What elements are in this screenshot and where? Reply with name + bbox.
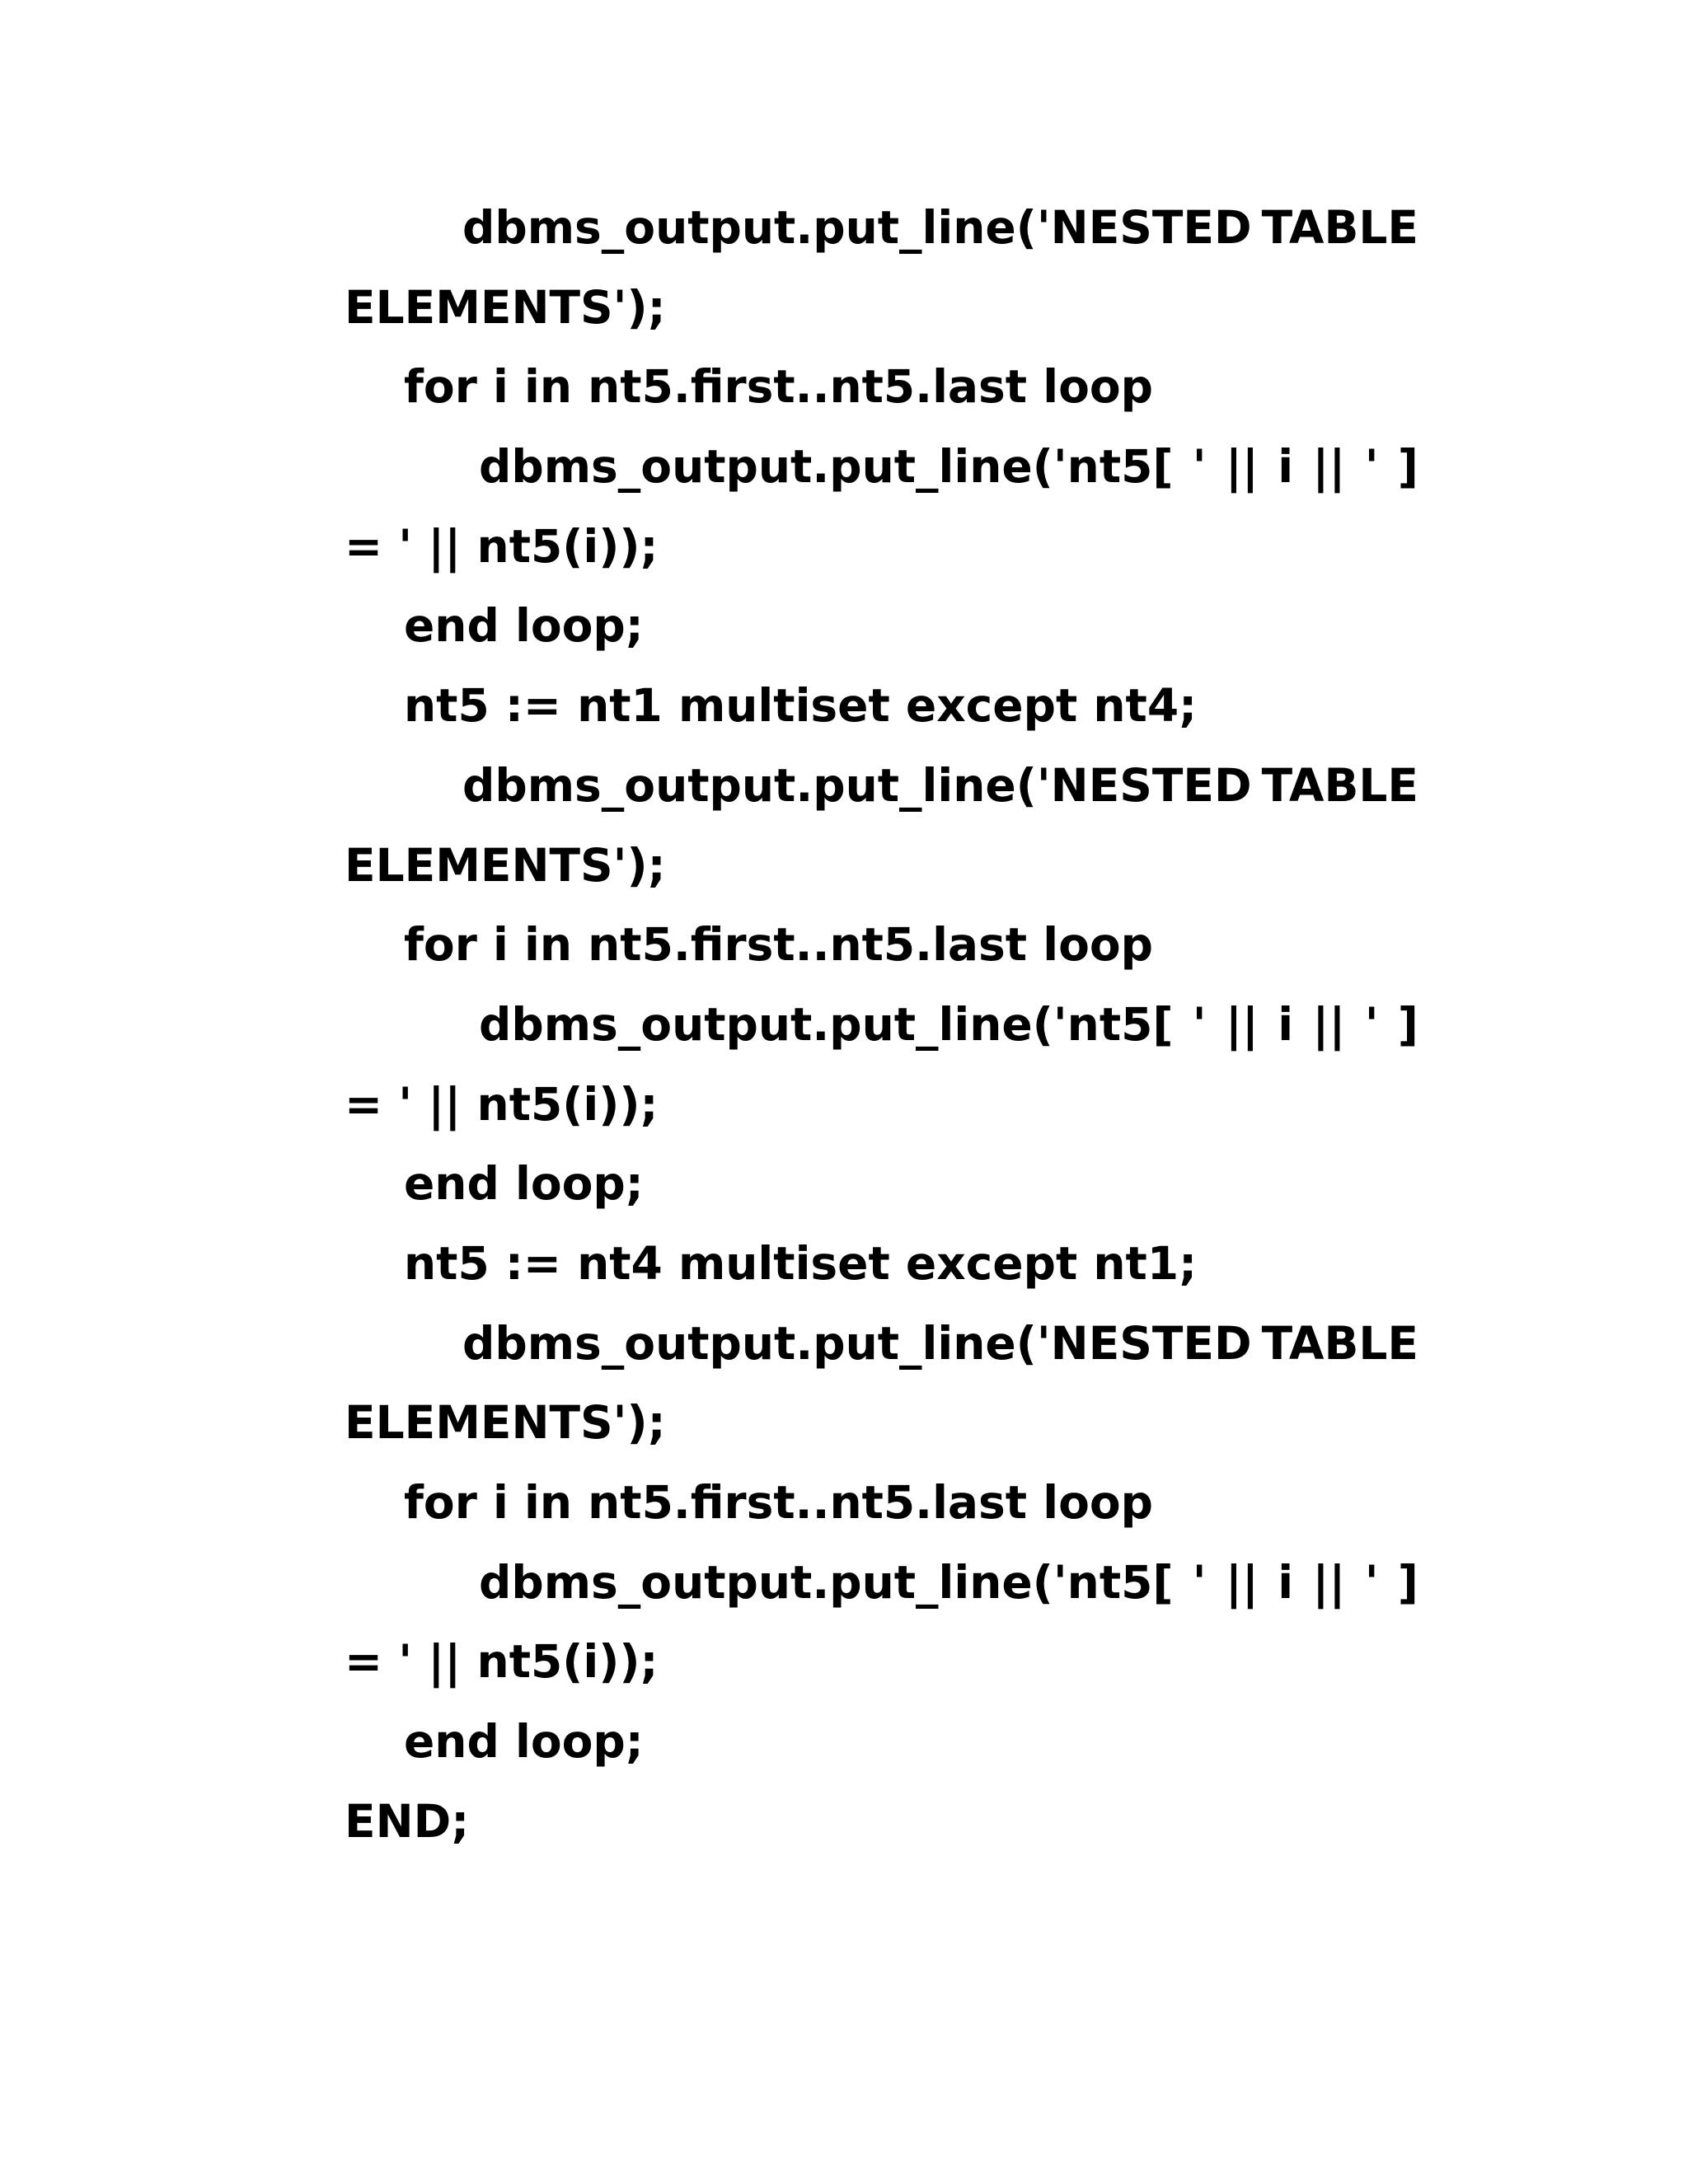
code-token: '	[1364, 440, 1379, 494]
code-token: dbms_output.put_line('nt5[	[479, 997, 1174, 1051]
code-line	[345, 1543, 1418, 1623]
code-line: = ' || nt5(i));	[345, 519, 659, 573]
code-token: i	[1278, 997, 1294, 1051]
code-token: '	[1192, 997, 1207, 1051]
code-line: end loop;	[404, 1715, 644, 1769]
code-line: for i in nt5.first..nt5.last loop	[404, 360, 1154, 414]
code-token: '	[1192, 440, 1207, 494]
code-line	[345, 188, 1418, 268]
code-token: dbms_output.put_line('NESTED	[462, 1316, 1252, 1370]
code-line: nt5 := nt1 multiset except nt4;	[404, 679, 1198, 733]
code-token: dbms_output.put_line('NESTED	[462, 758, 1252, 812]
code-token: dbms_output.put_line('nt5[	[479, 440, 1174, 494]
code-line: end loop;	[404, 1157, 644, 1211]
code-line: END;	[345, 1794, 470, 1848]
code-token: ||	[1225, 1555, 1259, 1609]
code-token: i	[1278, 440, 1294, 494]
code-token: i	[1278, 1555, 1294, 1609]
code-token: ]	[1397, 440, 1418, 494]
code-token: TABLE	[1261, 1316, 1418, 1370]
code-line: ELEMENTS');	[345, 838, 666, 892]
code-token: dbms_output.put_line('NESTED	[462, 201, 1252, 254]
code-token: TABLE	[1261, 758, 1418, 812]
code-token: '	[1364, 1555, 1379, 1609]
code-line: nt5 := nt4 multiset except nt1;	[404, 1236, 1198, 1290]
code-token: ]	[1397, 1555, 1418, 1609]
code-line: = ' || nt5(i));	[345, 1635, 659, 1689]
code-line: ELEMENTS');	[345, 1396, 666, 1450]
code-token: ||	[1312, 997, 1346, 1051]
code-token: ||	[1312, 1555, 1346, 1609]
code-token: '	[1364, 997, 1379, 1051]
code-token: ||	[1225, 440, 1259, 494]
code-line	[345, 746, 1418, 826]
code-line	[345, 1304, 1418, 1384]
code-line: ELEMENTS');	[345, 280, 666, 334]
code-line	[345, 427, 1418, 507]
code-line	[345, 985, 1418, 1065]
code-token: ]	[1397, 997, 1418, 1051]
code-token: ||	[1225, 997, 1259, 1051]
code-token: ||	[1312, 440, 1346, 494]
code-token: dbms_output.put_line('nt5[	[479, 1555, 1174, 1609]
code-listing	[345, 188, 1424, 1861]
code-line: end loop;	[404, 599, 644, 653]
code-line: = ' || nt5(i));	[345, 1077, 659, 1131]
code-token: TABLE	[1261, 201, 1418, 254]
code-line: for i in nt5.first..nt5.last loop	[404, 1476, 1154, 1529]
code-line: for i in nt5.first..nt5.last loop	[404, 918, 1154, 972]
code-token: '	[1192, 1555, 1207, 1609]
